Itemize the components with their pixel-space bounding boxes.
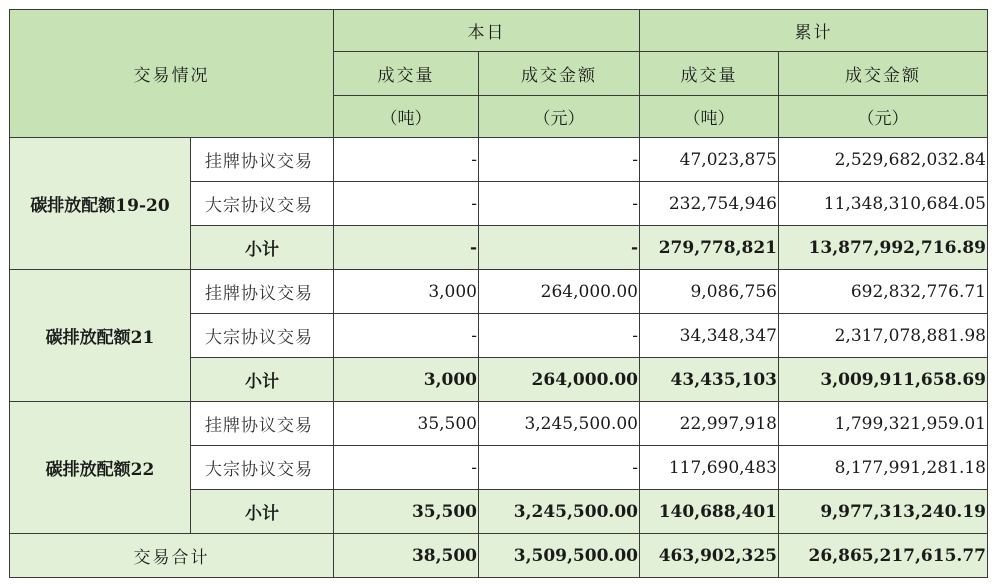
trade-type: 大宗协议交易 bbox=[191, 446, 334, 490]
header-today-volume-unit: （吨） bbox=[334, 96, 479, 138]
group-name: 碳排放配额19-20 bbox=[10, 138, 191, 270]
day-volume: 3,000 bbox=[334, 358, 479, 402]
day-amount: - bbox=[479, 226, 640, 270]
total-day-amount: 3,509,500.00 bbox=[479, 534, 640, 578]
header-today-volume: 成交量 bbox=[334, 52, 479, 96]
cum-volume: 9,086,756 bbox=[640, 270, 779, 314]
total-day-volume: 38,500 bbox=[334, 534, 479, 578]
day-volume: - bbox=[334, 226, 479, 270]
table-row bbox=[10, 402, 988, 446]
header-trade-status: 交易情况 bbox=[10, 10, 334, 138]
day-amount: - bbox=[479, 314, 640, 358]
header-today-amount-unit: （元） bbox=[479, 96, 640, 138]
day-amount: - bbox=[479, 446, 640, 490]
cum-amount: 2,317,078,881.98 bbox=[779, 314, 988, 358]
cum-amount: 13,877,992,716.89 bbox=[779, 226, 988, 270]
header-cum-volume-unit: （吨） bbox=[640, 96, 779, 138]
header-cum-volume: 成交量 bbox=[640, 52, 779, 96]
total-label: 交易合计 bbox=[10, 534, 334, 578]
table-row bbox=[10, 138, 988, 182]
total-row bbox=[10, 534, 988, 578]
day-volume: - bbox=[334, 446, 479, 490]
cum-amount: 11,348,310,684.05 bbox=[779, 182, 988, 226]
day-amount: 264,000.00 bbox=[479, 270, 640, 314]
total-cum-amount: 26,865,217,615.77 bbox=[779, 534, 988, 578]
day-volume: - bbox=[334, 314, 479, 358]
subtotal-label: 小计 bbox=[191, 490, 334, 534]
day-amount: 264,000.00 bbox=[479, 358, 640, 402]
day-volume: 35,500 bbox=[334, 490, 479, 534]
total-cum-volume: 463,902,325 bbox=[640, 534, 779, 578]
header-cumulative: 累计 bbox=[640, 10, 988, 52]
group-name: 碳排放配额22 bbox=[10, 402, 191, 534]
subtotal-label: 小计 bbox=[191, 358, 334, 402]
cum-amount: 2,529,682,032.84 bbox=[779, 138, 988, 182]
trade-summary-table bbox=[9, 9, 988, 578]
day-amount: 3,245,500.00 bbox=[479, 490, 640, 534]
day-volume: 35,500 bbox=[334, 402, 479, 446]
trade-type: 挂牌协议交易 bbox=[191, 270, 334, 314]
trade-type: 大宗协议交易 bbox=[191, 314, 334, 358]
header-today: 本日 bbox=[334, 10, 640, 52]
day-amount: 3,245,500.00 bbox=[479, 402, 640, 446]
day-amount: - bbox=[479, 182, 640, 226]
cum-volume: 140,688,401 bbox=[640, 490, 779, 534]
cum-volume: 117,690,483 bbox=[640, 446, 779, 490]
cum-amount: 692,832,776.71 bbox=[779, 270, 988, 314]
header-today-amount: 成交金额 bbox=[479, 52, 640, 96]
header-cum-amount: 成交金额 bbox=[779, 52, 988, 96]
day-volume: - bbox=[334, 138, 479, 182]
day-volume: 3,000 bbox=[334, 270, 479, 314]
subtotal-label: 小计 bbox=[191, 226, 334, 270]
group-name: 碳排放配额21 bbox=[10, 270, 191, 402]
cum-volume: 34,348,347 bbox=[640, 314, 779, 358]
cum-volume: 232,754,946 bbox=[640, 182, 779, 226]
day-volume: - bbox=[334, 182, 479, 226]
header-cum-amount-unit: （元） bbox=[779, 96, 988, 138]
cum-volume: 22,997,918 bbox=[640, 402, 779, 446]
cum-volume: 279,778,821 bbox=[640, 226, 779, 270]
cum-amount: 3,009,911,658.69 bbox=[779, 358, 988, 402]
cum-amount: 8,177,991,281.18 bbox=[779, 446, 988, 490]
table-row bbox=[10, 270, 988, 314]
trade-type: 挂牌协议交易 bbox=[191, 138, 334, 182]
cum-amount: 1,799,321,959.01 bbox=[779, 402, 988, 446]
trade-type: 挂牌协议交易 bbox=[191, 402, 334, 446]
cum-volume: 43,435,103 bbox=[640, 358, 779, 402]
day-amount: - bbox=[479, 138, 640, 182]
cum-volume: 47,023,875 bbox=[640, 138, 779, 182]
cum-amount: 9,977,313,240.19 bbox=[779, 490, 988, 534]
trade-type: 大宗协议交易 bbox=[191, 182, 334, 226]
